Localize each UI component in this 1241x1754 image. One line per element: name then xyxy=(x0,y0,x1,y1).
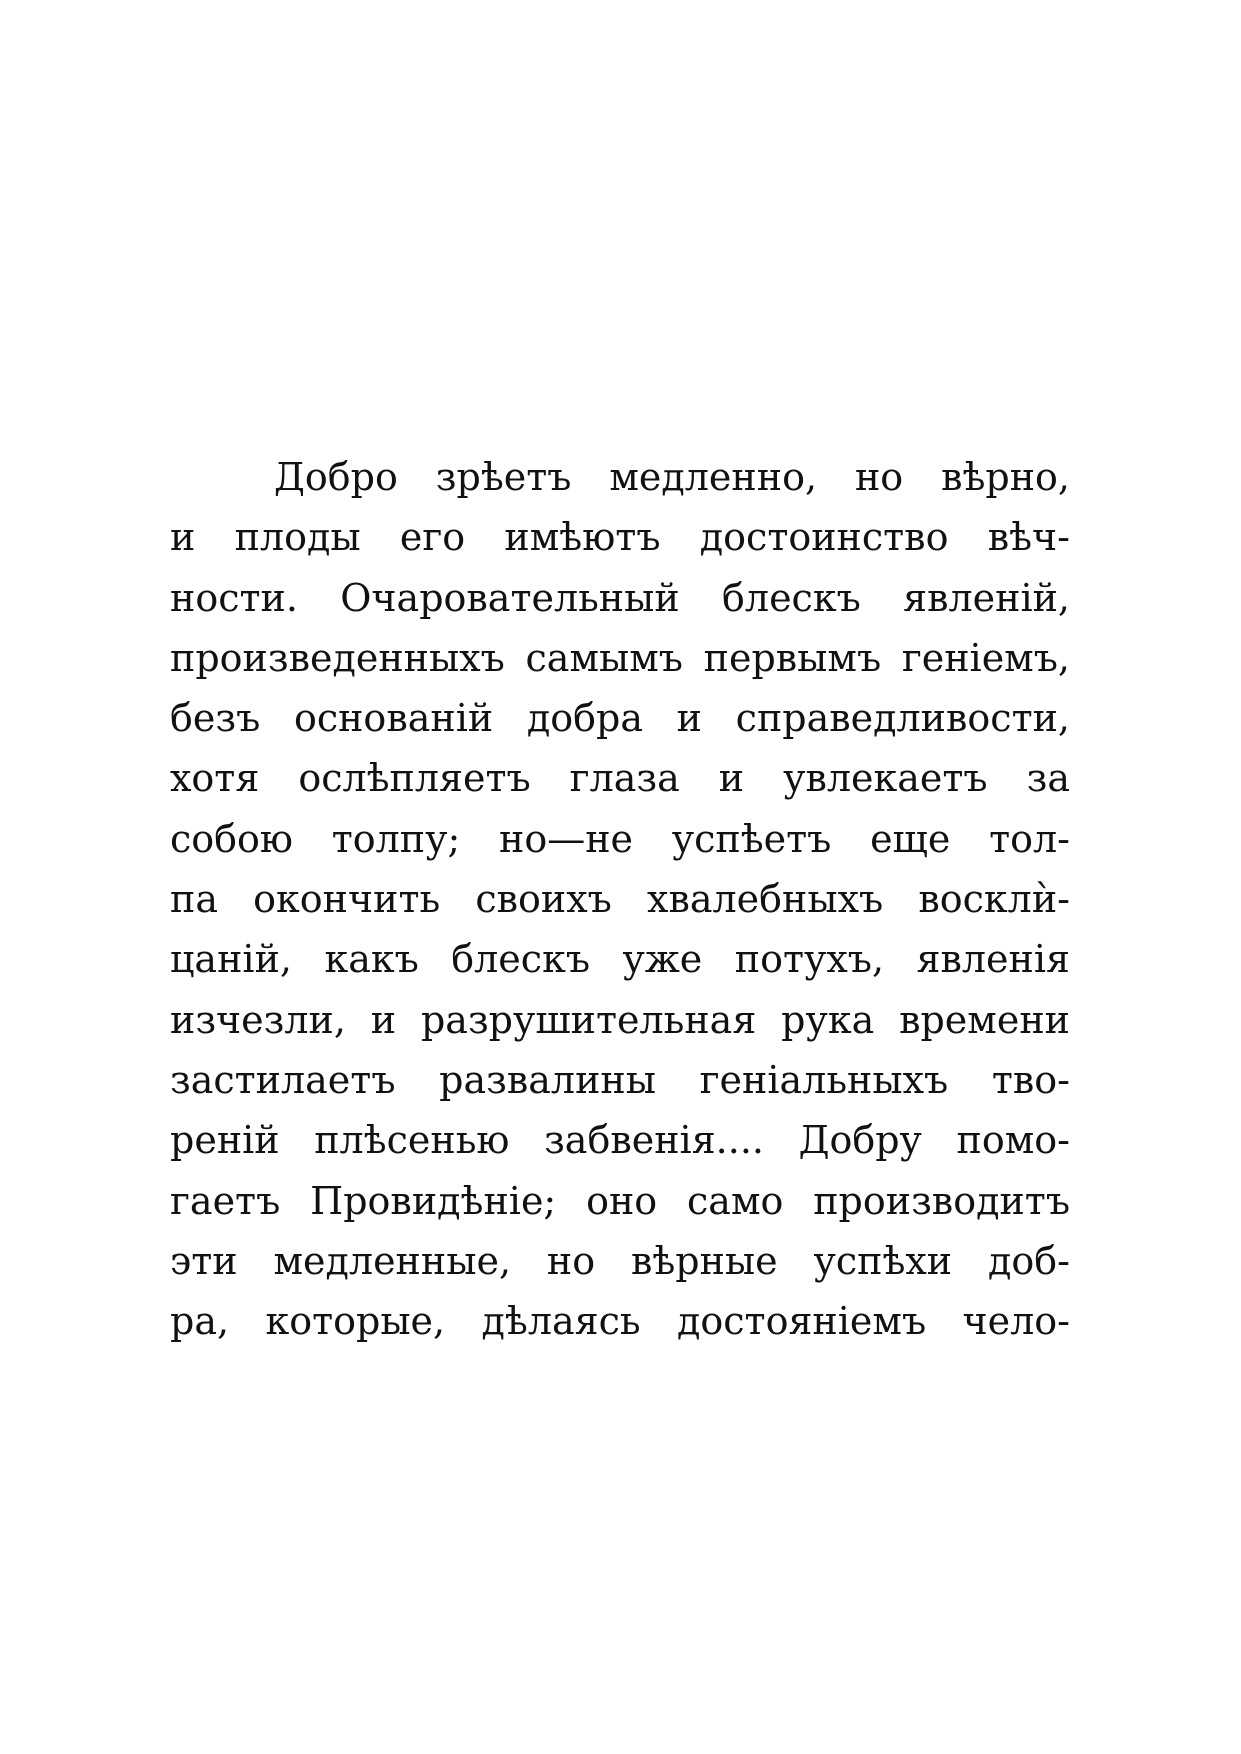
text-line: ности. Очаровательный блескъ явленій, xyxy=(170,575,1070,620)
text-line: гаетъ Провидѣніе; оно само производитъ xyxy=(170,1178,1070,1223)
text-line: изчезли, и разрушительная рука времени xyxy=(170,997,1070,1042)
text-line: хотя ослѣпляетъ глаза и увлекаетъ за xyxy=(170,756,1070,801)
text-line: произведенныхъ самымъ первымъ геніемъ, xyxy=(170,635,1070,680)
text-line: Добро зрѣетъ медленно, но вѣрно, xyxy=(274,455,1070,499)
text-line: па окончить своихъ хвалебныхъ восклѝ- xyxy=(170,877,1070,922)
text-line: эти медленные, но вѣрные успѣхи доб- xyxy=(170,1238,1070,1283)
text-line: собою толпу; но—не успѣетъ еще тол- xyxy=(170,816,1070,861)
text-line: и плоды его имѣютъ достоинство вѣч- xyxy=(170,515,1070,560)
text-line: ра, которые, дѣлаясь достояніемъ чело- xyxy=(170,1299,1070,1344)
text-line: безъ основаній добра и справедливости, xyxy=(170,696,1070,741)
text-line: застилаетъ развалины геніальныхъ тво- xyxy=(170,1057,1070,1102)
text-line: реній плѣсенью забвенія.... Добру помо- xyxy=(170,1118,1070,1163)
text-line: цаній, какъ блескъ уже потухъ, явленія xyxy=(170,937,1070,982)
body-paragraph xyxy=(170,447,1070,1351)
